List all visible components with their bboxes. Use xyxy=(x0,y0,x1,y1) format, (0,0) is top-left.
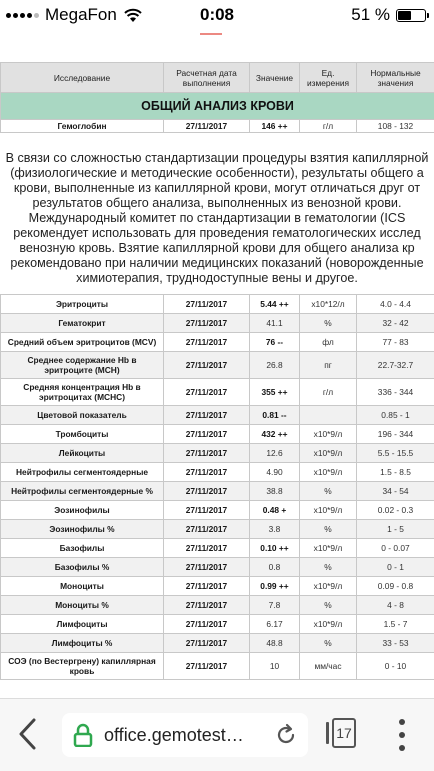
row-date: 27/11/2017 xyxy=(164,539,250,558)
row-name: Лимфоциты xyxy=(1,615,164,634)
row-date: 27/11/2017 xyxy=(164,379,250,406)
row-unit xyxy=(300,406,357,425)
row-date: 27/11/2017 xyxy=(164,615,250,634)
row-unit: % xyxy=(300,634,357,653)
row-date: 27/11/2017 xyxy=(164,333,250,352)
row-value: 0.48 + xyxy=(250,501,300,520)
row-value: 355 ++ xyxy=(250,379,300,406)
row-value: 146 ++ xyxy=(250,120,300,133)
table-row xyxy=(1,653,434,680)
row-unit: x10*9/л xyxy=(300,501,357,520)
row-unit: x10*9/л xyxy=(300,539,357,558)
row-date: 27/11/2017 xyxy=(164,425,250,444)
url-text: office.gemotest… xyxy=(104,725,244,746)
row-value: 432 ++ xyxy=(250,425,300,444)
header-norm: Нормальные значения xyxy=(357,63,434,93)
note-line: рекомендует использовать для проведения гематологических исслед xyxy=(0,226,434,241)
section-header-row xyxy=(1,93,434,120)
row-date: 27/11/2017 xyxy=(164,520,250,539)
battery-percent: 51 % xyxy=(351,5,390,25)
table-header-row xyxy=(1,63,434,93)
row-value: 6.17 xyxy=(250,615,300,634)
clock: 0:08 xyxy=(0,5,434,25)
row-unit: г/л xyxy=(300,120,357,133)
row-value: 48.8 xyxy=(250,634,300,653)
capillary-blood-note xyxy=(0,133,434,294)
table-row xyxy=(1,596,434,615)
row-norm: 0.85 - 1 xyxy=(357,406,434,425)
note-line: Международный комитет по стандартизации в гематологии (ICS xyxy=(0,211,434,226)
row-name: Моноциты xyxy=(1,577,164,596)
table-row xyxy=(1,379,434,406)
note-line: венозную кровь. Взятие капиллярной крови для общего анализа кр xyxy=(0,241,434,256)
row-norm: 0.02 - 0.3 xyxy=(357,501,434,520)
row-date: 27/11/2017 xyxy=(164,482,250,501)
row-unit: x10*9/л xyxy=(300,444,357,463)
menu-dot xyxy=(399,732,405,738)
table-row xyxy=(1,539,434,558)
row-norm: 0 - 10 xyxy=(357,653,434,680)
row-name: Моноциты % xyxy=(1,596,164,615)
table-row xyxy=(1,352,434,379)
header-name: Исследование xyxy=(1,63,164,93)
tab-count: 17 xyxy=(332,718,356,748)
row-value: 0.99 ++ xyxy=(250,577,300,596)
row-value: 10 xyxy=(250,653,300,680)
row-value: 4.90 xyxy=(250,463,300,482)
status-bar xyxy=(0,0,434,30)
more-menu-button[interactable] xyxy=(392,719,412,751)
table-row xyxy=(1,615,434,634)
row-name: Нейтрофилы сегментоядерные xyxy=(1,463,164,482)
menu-dot xyxy=(399,745,405,751)
note-line: рекомендовано при наличии медицинских показаний (новорожденные xyxy=(0,256,434,271)
row-date: 27/11/2017 xyxy=(164,295,250,314)
menu-dot xyxy=(399,719,405,725)
row-unit: x10*9/л xyxy=(300,463,357,482)
back-button[interactable] xyxy=(14,717,42,751)
results-table-continued xyxy=(0,294,434,680)
battery-icon xyxy=(396,9,426,22)
row-name: Эозинофилы % xyxy=(1,520,164,539)
row-name: Цветовой показатель xyxy=(1,406,164,425)
table-row xyxy=(1,444,434,463)
row-norm: 4 - 8 xyxy=(357,596,434,615)
page-top-edge xyxy=(0,33,434,35)
row-unit: x10*9/л xyxy=(300,425,357,444)
row-date: 27/11/2017 xyxy=(164,653,250,680)
row-date: 27/11/2017 xyxy=(164,314,250,333)
table-row xyxy=(1,634,434,653)
table-row xyxy=(1,120,434,133)
table-row xyxy=(1,501,434,520)
row-norm: 1.5 - 8.5 xyxy=(357,463,434,482)
table-row xyxy=(1,333,434,352)
row-name: СОЭ (по Вестергрену) капиллярная кровь xyxy=(1,653,164,680)
carrier-name: MegaFon xyxy=(45,5,117,25)
note-line: результатов общего анализа, выполненных из венозной крови. xyxy=(0,196,434,211)
row-norm: 5.5 - 15.5 xyxy=(357,444,434,463)
row-date: 27/11/2017 xyxy=(164,501,250,520)
row-date: 27/11/2017 xyxy=(164,120,250,133)
row-date: 27/11/2017 xyxy=(164,444,250,463)
row-norm: 77 - 83 xyxy=(357,333,434,352)
row-name: Гемоглобин xyxy=(1,120,164,133)
row-name: Тромбоциты xyxy=(1,425,164,444)
row-unit: x10*9/л xyxy=(300,615,357,634)
row-value: 0.10 ++ xyxy=(250,539,300,558)
section-title: ОБЩИЙ АНАЛИЗ КРОВИ xyxy=(1,93,434,120)
row-name: Нейтрофилы сегментоядерные % xyxy=(1,482,164,501)
row-norm: 32 - 42 xyxy=(357,314,434,333)
table-row xyxy=(1,520,434,539)
row-unit: % xyxy=(300,314,357,333)
row-name: Гематокрит xyxy=(1,314,164,333)
results-table xyxy=(0,62,434,133)
row-norm: 0.09 - 0.8 xyxy=(357,577,434,596)
row-norm: 0 - 1 xyxy=(357,558,434,577)
row-norm: 108 - 132 xyxy=(357,120,434,133)
row-value: 0.8 xyxy=(250,558,300,577)
page-content[interactable] xyxy=(0,62,434,680)
row-value: 7.8 xyxy=(250,596,300,615)
row-value: 3.8 xyxy=(250,520,300,539)
row-unit: % xyxy=(300,596,357,615)
row-unit: % xyxy=(300,482,357,501)
row-value: 41.1 xyxy=(250,314,300,333)
row-norm: 4.0 - 4.4 xyxy=(357,295,434,314)
row-date: 27/11/2017 xyxy=(164,558,250,577)
row-name: Средняя концентрация Hb в эритроцитах (MCHC) xyxy=(1,379,164,406)
row-name: Среднее содержание Hb в эритроците (MCH) xyxy=(1,352,164,379)
row-date: 27/11/2017 xyxy=(164,406,250,425)
row-value: 26.8 xyxy=(250,352,300,379)
note-line: крови, выполненные из капиллярной крови, могут отличаться друг от xyxy=(0,181,434,196)
row-unit: % xyxy=(300,520,357,539)
row-name: Лейкоциты xyxy=(1,444,164,463)
tabs-button[interactable] xyxy=(326,716,366,752)
row-date: 27/11/2017 xyxy=(164,463,250,482)
row-unit: x10*12/л xyxy=(300,295,357,314)
row-norm: 0 - 0.07 xyxy=(357,539,434,558)
status-right xyxy=(351,5,426,25)
header-date: Расчетная дата выполнения xyxy=(164,63,250,93)
note-line: В связи со сложностью стандартизации процедуры взятия капиллярной xyxy=(0,151,434,166)
chevron-left-icon xyxy=(14,717,42,751)
table-row xyxy=(1,314,434,333)
table-row xyxy=(1,425,434,444)
table-row xyxy=(1,295,434,314)
header-unit: Ед. измерения xyxy=(300,63,357,93)
row-name: Эозинофилы xyxy=(1,501,164,520)
row-norm: 196 - 344 xyxy=(357,425,434,444)
reload-icon[interactable] xyxy=(274,723,298,747)
row-date: 27/11/2017 xyxy=(164,634,250,653)
address-bar[interactable] xyxy=(62,713,308,757)
row-norm: 336 - 344 xyxy=(357,379,434,406)
header-value: Значение xyxy=(250,63,300,93)
table-row xyxy=(1,577,434,596)
row-unit: пг xyxy=(300,352,357,379)
row-name: Лимфоциты % xyxy=(1,634,164,653)
row-value: 5.44 ++ xyxy=(250,295,300,314)
row-unit: x10*9/л xyxy=(300,577,357,596)
row-unit: фл xyxy=(300,333,357,352)
table-row xyxy=(1,482,434,501)
row-unit: г/л xyxy=(300,379,357,406)
note-line: химиотерапия, труднодоступные вены и другое. xyxy=(0,271,434,286)
row-value: 12.6 xyxy=(250,444,300,463)
row-date: 27/11/2017 xyxy=(164,596,250,615)
row-value: 38.8 xyxy=(250,482,300,501)
row-norm: 33 - 53 xyxy=(357,634,434,653)
row-name: Базофилы xyxy=(1,539,164,558)
table-row xyxy=(1,558,434,577)
row-norm: 22.7-32.7 xyxy=(357,352,434,379)
row-unit: мм/час xyxy=(300,653,357,680)
row-value: 76 -- xyxy=(250,333,300,352)
row-date: 27/11/2017 xyxy=(164,352,250,379)
table-row xyxy=(1,463,434,482)
row-unit: % xyxy=(300,558,357,577)
table-row xyxy=(1,406,434,425)
note-line: (физиологические и методические особенности), результаты общего а xyxy=(0,166,434,181)
tabs-stack-icon xyxy=(326,722,329,744)
row-name: Базофилы % xyxy=(1,558,164,577)
row-name: Эритроциты xyxy=(1,295,164,314)
row-norm: 34 - 54 xyxy=(357,482,434,501)
row-norm: 1.5 - 7 xyxy=(357,615,434,634)
row-norm: 1 - 5 xyxy=(357,520,434,539)
lock-icon xyxy=(72,723,94,747)
browser-toolbar xyxy=(0,698,434,771)
row-date: 27/11/2017 xyxy=(164,577,250,596)
row-value: 0.81 -- xyxy=(250,406,300,425)
row-name: Средний объем эритроцитов (MCV) xyxy=(1,333,164,352)
